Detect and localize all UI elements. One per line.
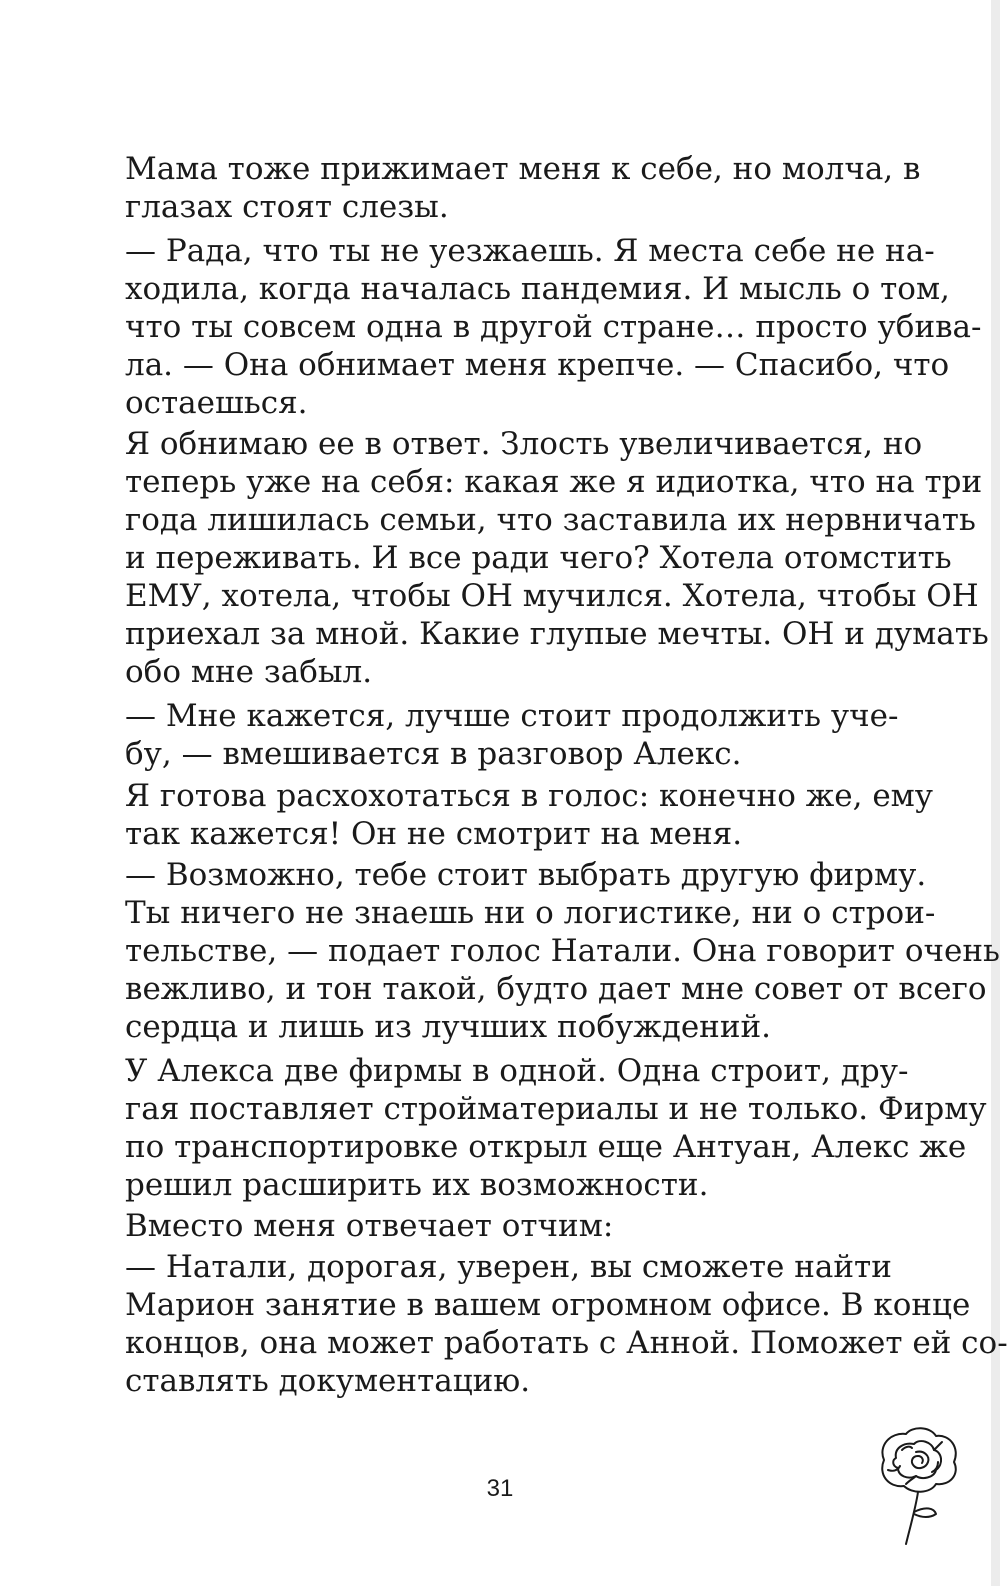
text-line: так кажется! Он не смотрит на меня. bbox=[125, 816, 743, 852]
text-line: что ты совсем одна в другой стране… просто убива- bbox=[125, 309, 982, 345]
text-line: вежливо, и тон такой, будто дает мне совет от всего bbox=[125, 971, 987, 1007]
text-line: остаешься. bbox=[125, 385, 308, 421]
text-line: ЕМУ, хотела, чтобы ОН мучился. Хотела, чтобы ОН bbox=[125, 578, 979, 614]
text-line: приехал за мной. Какие глупые мечты. ОН и думать bbox=[125, 616, 989, 652]
text-line: тельстве, — подает голос Натали. Она говорит очень bbox=[125, 933, 1000, 969]
text-line: и переживать. И все ради чего? Хотела отомстить bbox=[125, 540, 952, 576]
text-line: — Рада, что ты не уезжаешь. Я места себе не на- bbox=[125, 233, 935, 269]
text-line: гая поставляет стройматериалы и не только. Фирму bbox=[125, 1091, 987, 1127]
text-line: Я готова расхохотаться в голос: конечно же, ему bbox=[125, 778, 934, 814]
text-line: ла. — Она обнимает меня крепче. — Спасибо, что bbox=[125, 347, 950, 383]
text-line: — Натали, дорогая, уверен, вы сможете найти bbox=[125, 1249, 892, 1285]
text-line: теперь уже на себя: какая же я идиотка, что на три bbox=[125, 464, 983, 500]
text-line: ходила, когда началась пандемия. И мысль о том, bbox=[125, 271, 950, 307]
text-line: решил расширить их возможности. bbox=[125, 1167, 709, 1203]
text-line: Мама тоже прижимает меня к себе, но молча, в bbox=[125, 151, 921, 187]
text-line: концов, она может работать с Анной. Поможет ей со- bbox=[125, 1325, 1008, 1361]
rose-icon bbox=[872, 1420, 962, 1548]
text-line: Марион занятие в вашем огромном офисе. В конце bbox=[125, 1287, 971, 1323]
text-line: Ты ничего не знаешь ни о логистике, ни о строи- bbox=[125, 895, 936, 931]
text-line: Я обнимаю ее в ответ. Злость увеличивается, но bbox=[125, 426, 923, 462]
text-line: ставлять документацию. bbox=[125, 1363, 531, 1399]
text-line: бу, — вмешивается в разговор Алекс. bbox=[125, 736, 742, 772]
text-line: Вместо меня отвечает отчим: bbox=[125, 1208, 614, 1244]
text-line: — Мне кажется, лучше стоит продолжить уче- bbox=[125, 698, 899, 734]
text-line: обо мне забыл. bbox=[125, 654, 373, 690]
text-line: глазах стоят слезы. bbox=[125, 189, 449, 225]
text-line: по транспортировке открыл еще Антуан, Алекс же bbox=[125, 1129, 967, 1165]
text-line: — Возможно, тебе стоит выбрать другую фирму. bbox=[125, 857, 927, 893]
text-line: года лишилась семьи, что заставила их нервничать bbox=[125, 502, 976, 538]
page-number: 31 bbox=[486, 1475, 514, 1502]
text-line: У Алекса две фирмы в одной. Одна строит, дру- bbox=[125, 1053, 909, 1089]
text-line: сердца и лишь из лучших побуждений. bbox=[125, 1009, 772, 1045]
